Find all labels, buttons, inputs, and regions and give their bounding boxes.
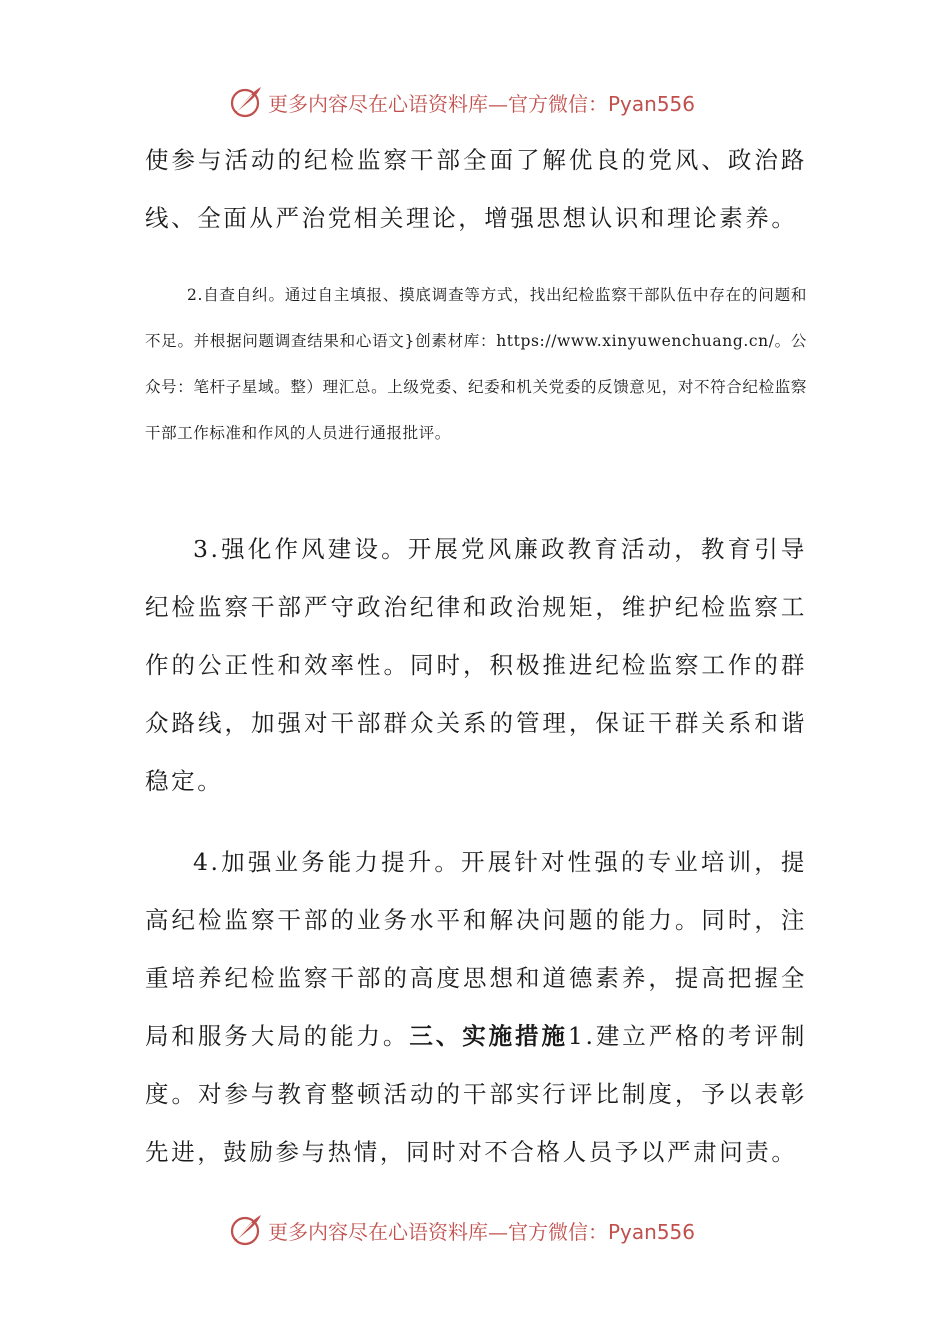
feather-pen-circle-icon bbox=[228, 1212, 264, 1248]
paragraph-1 bbox=[145, 131, 807, 247]
paragraph-4 bbox=[145, 833, 807, 1181]
banner-text: 更多内容尽在心语资料库—官方微信：Pyan556 bbox=[268, 1219, 696, 1244]
wechat-id: Pyan556 bbox=[608, 1219, 696, 1244]
paragraph-4-part-a: 4.加强业务能力提升。开展针对性强的专业培训，提高纪检监察干部的业务水平和解决问题的能力。同时，注重培养纪检监察干部的高度思想和道德素养，提高把握全局和服务大局的能力。 bbox=[145, 848, 807, 1050]
paragraph-4-text bbox=[145, 833, 807, 1181]
paragraph-2-text: 2.自查自纠。通过自主填报、摸底调查等方式，找出纪检监察干部队伍中存在的问题和不足。并根据问题调查结果和心语文}创素材库：https://www.xinyuwenchuang.cn/。公众号：笔杆子星域。整）理汇总。上级党委、纪委和机关党委的反馈意见，对不符合纪检监察干部工作标准和作风的人员进行通报批评。 bbox=[145, 286, 807, 442]
header-watermark-banner bbox=[228, 82, 748, 122]
paragraph-4-part-b: 1.建立严格的考评制度。对参与教育整顿活动的干部实行评比制度，予以表彰先进，鼓励参与热情，同时对不合格人员予以严肃问责。 bbox=[145, 1022, 807, 1166]
banner-text: 更多内容尽在心语资料库—官方微信：Pyan556 bbox=[268, 91, 696, 116]
footer-watermark-banner bbox=[228, 1210, 748, 1250]
wechat-id: Pyan556 bbox=[608, 91, 696, 116]
paragraph-1-text: 使参与活动的纪检监察干部全面了解优良的党风、政治路线、全面从严治党相关理论，增强思想认识和理论素养。 bbox=[145, 146, 807, 232]
section-heading: 三、实施措施 bbox=[409, 1022, 568, 1050]
paragraph-2 bbox=[145, 272, 807, 456]
paragraph-3 bbox=[145, 520, 807, 810]
paragraph-3-text: 3.强化作风建设。开展党风廉政教育活动，教育引导纪检监察干部严守政治纪律和政治规矩，维护纪检监察工作的公正性和效率性。同时，积极推进纪检监察工作的群众路线，加强对干部群众关系的管理，保证干群关系和谐稳定。 bbox=[145, 535, 807, 795]
feather-pen-circle-icon bbox=[228, 84, 264, 120]
